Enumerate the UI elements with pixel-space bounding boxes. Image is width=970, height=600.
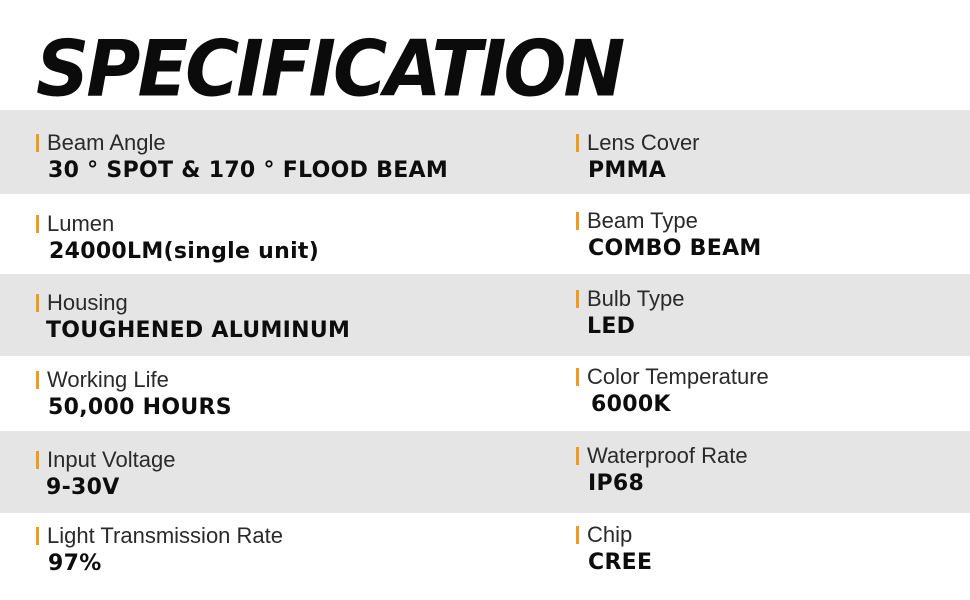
spec-value: TOUGHENED ALUMINUM xyxy=(46,318,351,343)
page-title: SPECIFICATION xyxy=(36,24,623,115)
accent-bar xyxy=(576,368,579,386)
spec-color-temperature xyxy=(576,363,970,417)
accent-bar xyxy=(36,527,39,545)
spec-lumen xyxy=(36,210,456,264)
spec-label: Bulb Type xyxy=(587,286,685,311)
accent-bar xyxy=(576,134,579,152)
accent-bar xyxy=(576,447,579,465)
spec-label: Light Transmission Rate xyxy=(47,523,283,548)
spec-value: 97% xyxy=(48,551,102,576)
spec-light-transmission-rate xyxy=(36,522,456,576)
spec-value: 30 ° SPOT & 170 ° FLOOD BEAM xyxy=(48,158,449,183)
spec-label: Chip xyxy=(587,522,633,547)
spec-value: LED xyxy=(587,314,636,339)
spec-chip xyxy=(576,521,970,575)
accent-bar xyxy=(36,371,39,389)
spec-label: Working Life xyxy=(47,367,169,392)
spec-working-life xyxy=(36,366,456,420)
spec-value: 50,000 HOURS xyxy=(48,395,232,420)
accent-bar xyxy=(576,212,579,230)
spec-label: Beam Type xyxy=(587,208,698,233)
accent-bar xyxy=(36,134,39,152)
spec-beam-angle xyxy=(36,129,456,183)
spec-bulb-type xyxy=(576,285,970,339)
accent-bar xyxy=(36,294,39,312)
accent-bar xyxy=(576,290,579,308)
spec-label: Lens Cover xyxy=(587,130,700,155)
spec-value: IP68 xyxy=(588,471,645,496)
spec-label: Housing xyxy=(47,290,128,315)
spec-value: COMBO BEAM xyxy=(588,236,762,261)
spec-value: PMMA xyxy=(588,158,667,183)
spec-value: 6000K xyxy=(591,392,671,417)
spec-label: Lumen xyxy=(47,211,115,236)
spec-label: Input Voltage xyxy=(47,447,176,472)
spec-lens-cover xyxy=(576,129,970,183)
spec-value: 9-30V xyxy=(46,475,120,500)
spec-value: 24000LM(single unit) xyxy=(49,239,320,264)
spec-housing xyxy=(36,289,456,343)
spec-label: Beam Angle xyxy=(47,130,166,155)
spec-input-voltage xyxy=(36,446,456,500)
spec-value: CREE xyxy=(588,550,653,575)
spec-label: Color Temperature xyxy=(587,364,769,389)
accent-bar xyxy=(36,451,39,469)
spec-label: Waterproof Rate xyxy=(587,443,748,468)
accent-bar xyxy=(36,215,39,233)
spec-waterproof-rate xyxy=(576,442,970,496)
spec-beam-type xyxy=(576,207,970,261)
accent-bar xyxy=(576,526,579,544)
